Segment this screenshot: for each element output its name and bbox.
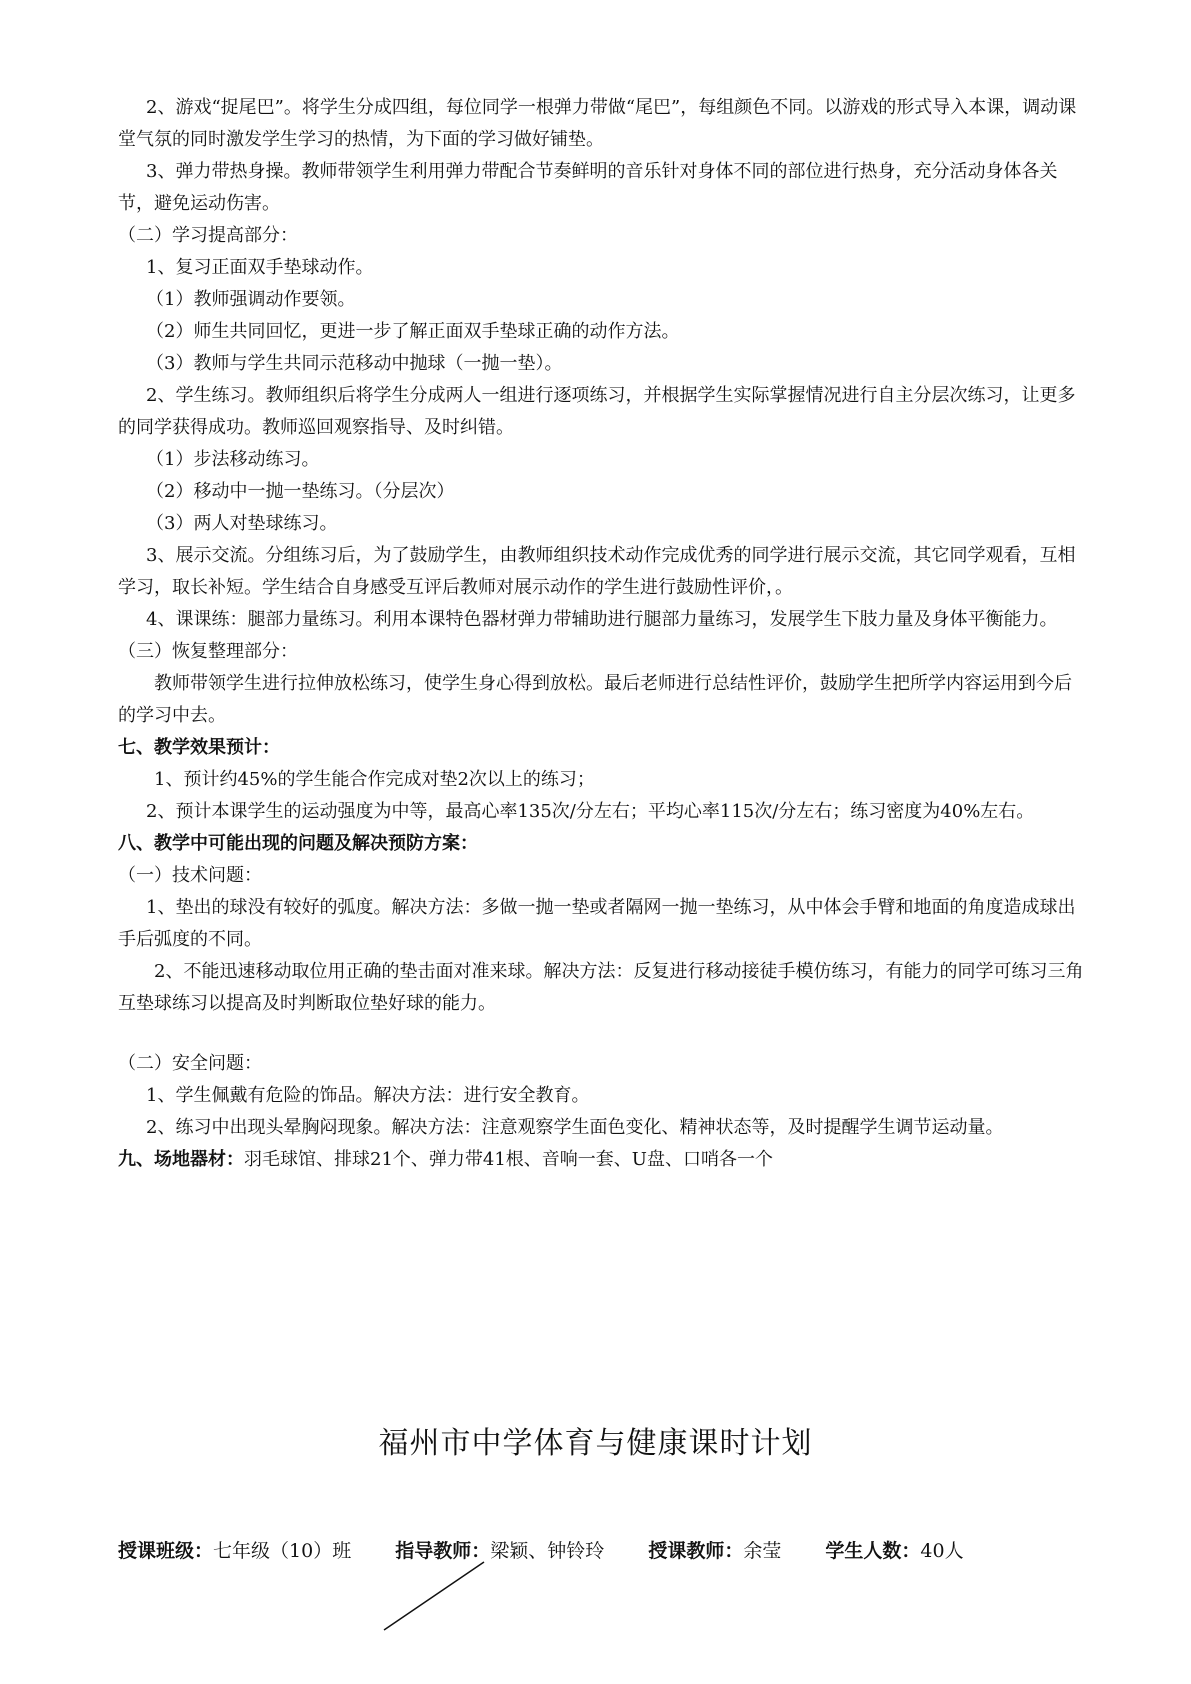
paragraph: 2、游戏“捉尾巴”。将学生分成四组，每位同学一根弹力带做“尾巴”，每组颜色不同。以游戏的形式导入本课，调动课堂气氛的同时激发学生学习的热情，为下面的学习做好铺垫。	[118, 97, 1077, 150]
teacher-value: 余莹	[743, 1540, 782, 1562]
paragraph: 3、展示交流。分组练习后，为了鼓励学生，由教师组织技术动作完成优秀的同学进行展示交流，其它同学观看，互相学习，取长补短。学生结合自身感受互评后教师对展示动作的学生进行鼓励性评价，。	[118, 545, 1076, 598]
lesson-plan-body	[118, 92, 1086, 1176]
paragraph: （三）恢复整理部分：	[118, 641, 298, 662]
equipment-line	[118, 1144, 1086, 1176]
paragraph: 2、学生练习。教师组织后将学生分成两人一组进行逐项练习，并根据学生实际掌握情况进行自主分层次练习，让更多的同学获得成功。教师巡回观察指导、及时纠错。	[118, 385, 1076, 438]
advisor-value: 梁颖、钟铃玲	[490, 1540, 605, 1562]
paragraph: （1）教师强调动作要领。	[146, 289, 356, 310]
paragraph: （3）两人对垫球练习。	[146, 513, 338, 534]
paragraph: （1）步法移动练习。	[146, 449, 320, 470]
paragraph-list	[118, 92, 1086, 1144]
paragraph: 1、垫出的球没有较好的弧度。解决方法：多做一抛一垫或者隔网一抛一垫练习，从中体会手臂和地面的角度造成球出手后弧度的不同。	[118, 897, 1076, 950]
class-label: 授课班级：	[118, 1540, 214, 1562]
equipment-label: 九、场地器材：	[118, 1149, 244, 1170]
blank-line	[118, 1020, 1086, 1048]
class-value: 七年级（10）班	[213, 1540, 352, 1562]
equipment-text: 羽毛球馆、排球21个、弹力带41根、音响一套、U盘、口哨各一个	[244, 1149, 773, 1170]
paragraph: 2、不能迅速移动取位用正确的垫击面对准来球。解决方法：反复进行移动接徒手模仿练习，有能力的同学可练习三角互垫球练习以提高及时判断取位垫好球的能力。	[118, 961, 1084, 1014]
paragraph: 1、学生佩戴有危险的饰品。解决方法：进行安全教育。	[146, 1085, 590, 1106]
paragraph: （二）学习提高部分：	[118, 225, 298, 246]
paragraph: （3）教师与学生共同示范移动中抛球（一抛一垫）。	[146, 353, 563, 374]
paragraph: 2、预计本课学生的运动强度为中等，最高心率135次/分左右；平均心率115次/分左右；练习密度为40%左右。	[146, 801, 1035, 822]
class-info	[118, 1536, 351, 1566]
paragraph: 教师带领学生进行拉伸放松练习，使学生身心得到放松。最后老师进行总结性评价，鼓励学生把所学内容运用到今后的学习中去。	[118, 673, 1072, 726]
paragraph: 3、弹力带热身操。教师带领学生利用弹力带配合节奏鲜明的音乐针对身体不同的部位进行热身，充分活动身体各关节，避免运动伤害。	[118, 161, 1058, 214]
students-label: 学生人数：	[825, 1540, 921, 1562]
paragraph: （2）移动中一抛一垫练习。（分层次）	[146, 481, 455, 502]
teacher-label: 授课教师：	[648, 1540, 744, 1562]
section-heading: 八、教学中可能出现的问题及解决预防方案：	[118, 833, 478, 854]
paragraph: （2）师生共同回忆，更进一步了解正面双手垫球正确的动作方法。	[146, 321, 680, 342]
document-title: 福州市中学体育与健康课时计划	[378, 1426, 813, 1461]
paragraph: 1、复习正面双手垫球动作。	[146, 257, 374, 278]
paragraph: （二）安全问题：	[118, 1053, 262, 1074]
students-value: 40人	[920, 1540, 964, 1562]
paragraph: 4、课课练：腿部力量练习。利用本课特色器材弹力带辅助进行腿部力量练习，发展学生下肢力量及身体平衡能力。	[146, 609, 1058, 630]
lesson-info-row	[118, 1536, 1098, 1566]
paragraph: 2、练习中出现头晕胸闷现象。解决方法：注意观察学生面色变化、精神状态等，及时提醒学生调节运动量。	[146, 1117, 1004, 1138]
table-diagonal-line	[380, 1560, 490, 1632]
students-info	[825, 1536, 963, 1566]
section-heading: 七、教学效果预计：	[118, 737, 280, 758]
teacher-info	[648, 1536, 781, 1566]
paragraph: （一）技术问题：	[118, 865, 262, 886]
advisor-label: 指导教师：	[395, 1540, 491, 1562]
paragraph: 1、预计约45%的学生能合作完成对垫2次以上的练习；	[154, 769, 595, 790]
